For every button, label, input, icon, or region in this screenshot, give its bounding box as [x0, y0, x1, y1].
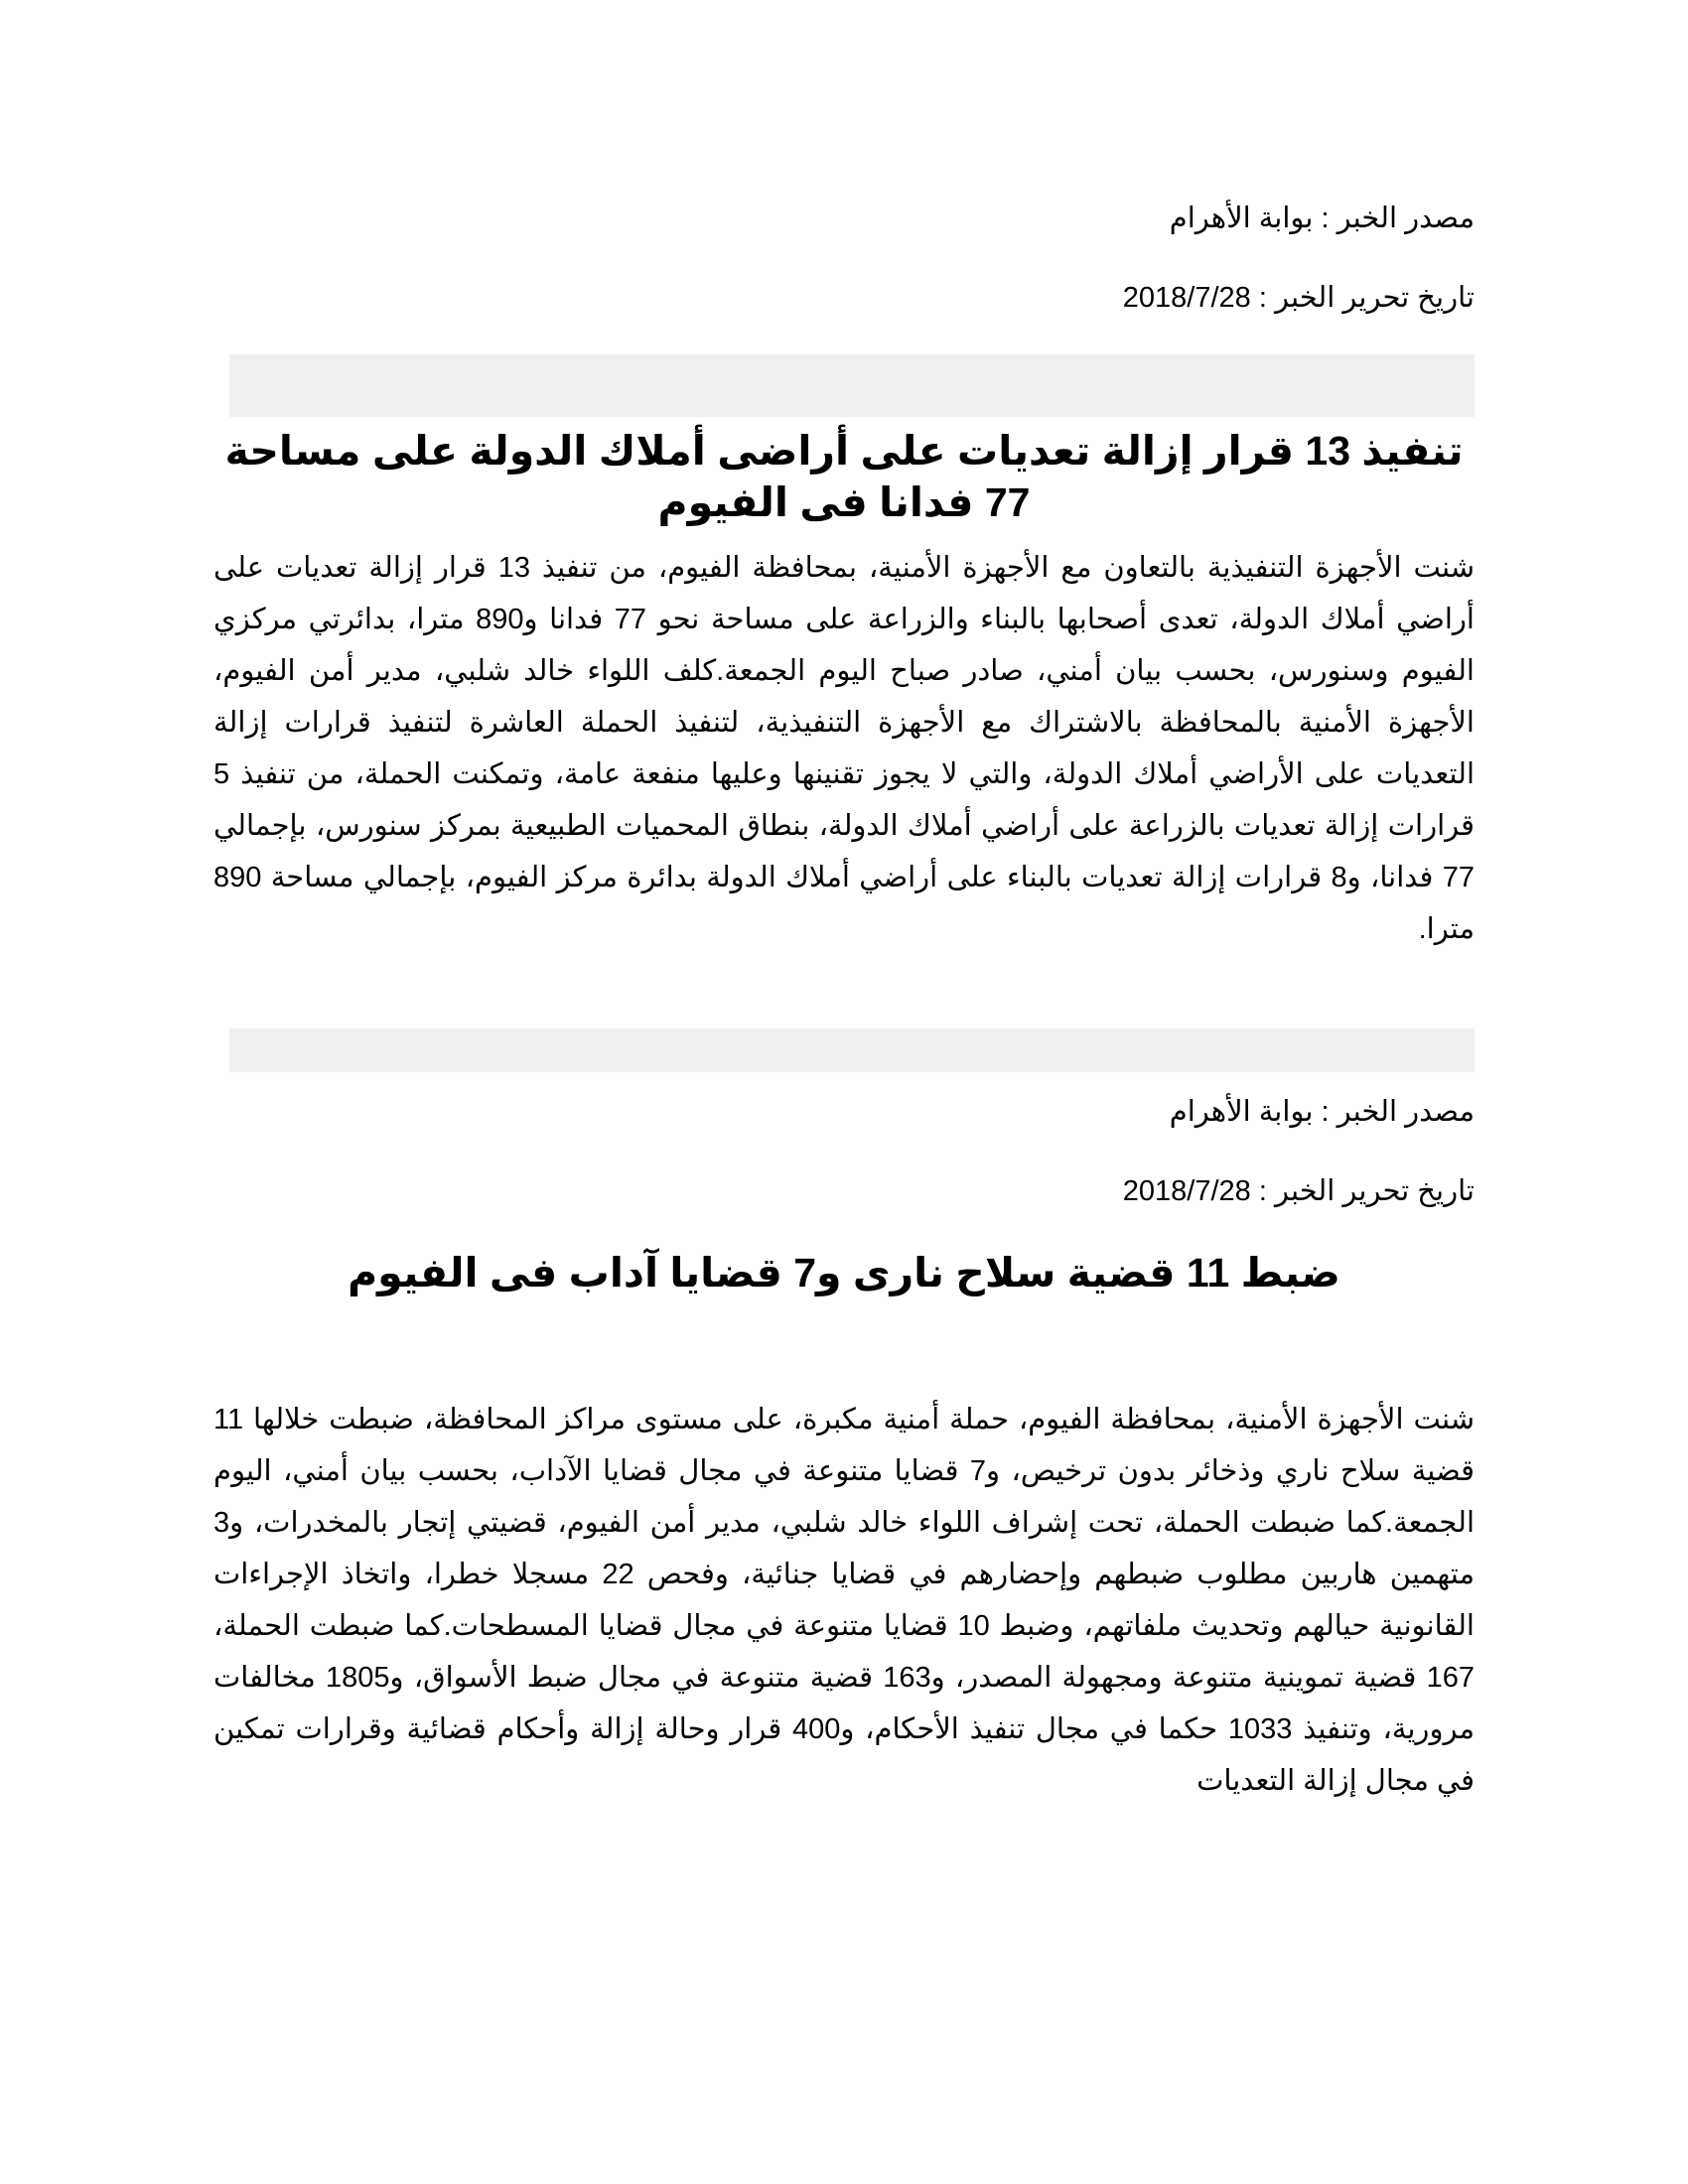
gray-separator-top-1 — [229, 354, 1475, 417]
news-date-2: تاريخ تحرير الخبر : 2018/7/28 — [1122, 1175, 1475, 1207]
gray-separator-bottom-1 — [229, 1028, 1475, 1072]
article-body-2: شنت الأجهزة الأمنية، بمحافظة الفيوم، حملة أمنية مكبرة، على مستوى مراكز المحافظة، ضبطت خلالها 11 قضية سلاح ناري وذخائر بدون ترخيص، و7 قضايا متنوعة في مجال قضايا الآداب، بحسب بيان أمني، اليوم الجمعة.كما ضبطت الحملة، تحت إشراف اللواء خالد شلبي، مدير أمن الفيوم، قضيتي إتجار بالمخدرات، و3 متهمين هاربين مطلوب ضبطهم وإحضارهم في قضايا جنائية، وفحص 22 مسجلا خطرا، واتخاذ الإجراءات القانونية حيالهم وتحديث ملفاتهم، وضبط 10 قضايا متنوعة في مجال قضايا المسطحات.كما ضبطت الحملة، 167 قضية تموينية متنوعة ومجهولة المصدر، و163 قضية متنوعة في مجال ضبط الأسواق، و1805 مخالفات مرورية، وتنفيذ 1033 حكما في مجال تنفيذ الأحكام، و400 قرار وحالة إزالة وأحكام قضائية وقرارات تمكين في مجال إزالة التعديات — [213, 1404, 1476, 1797]
news-source-1: مصدر الخبر : بوابة الأهرام — [1169, 203, 1475, 234]
headline-2: ضبط 11 قضية سلاح نارى و7 قضايا آداب فى الفيوم — [348, 1250, 1340, 1296]
news-date-1: تاريخ تحرير الخبر : 2018/7/28 — [1122, 282, 1475, 314]
news-source-2: مصدر الخبر : بوابة الأهرام — [1169, 1096, 1475, 1128]
headline-1: تنفيذ 13 قرار إزالة تعديات على أراضى أملاك الدولة على مساحة 77 فدانا فى الفيوم — [224, 428, 1464, 525]
article-body-1: شنت الأجهزة التنفيذية بالتعاون مع الأجهزة الأمنية، بمحافظة الفيوم، من تنفيذ 13 قرار إزالة تعديات على أراضي أملاك الدولة، تعدى أصحابها بالبناء والزراعة على مساحة نحو 77 فدانا و890 مترا، بدائرتي مركزي الفيوم وسنورس، بحسب بيان أمني، صادر صباح اليوم الجمعة.كلف اللواء خالد شلبي، مدير أمن الفيوم، الأجهزة الأمنية بالمحافظة بالاشتراك مع الأجهزة التنفيذية، لتنفيذ الحملة العاشرة لتنفيذ قرارات إزالة التعديات على الأراضي أملاك الدولة، والتي لا يجوز تقنينها وعليها منفعة عامة، وتمكنت الحملة، من تنفيذ 5 قرارات إزالة تعديات بالزراعة على أراضي أملاك الدولة، بنطاق المحميات الطبيعية بمركز سنورس، بإجمالي 77 فدانا، و8 قرارات إزالة تعديات بالبناء على أراضي أملاك الدولة بدائرة مركز الفيوم، بإجمالي مساحة 890 مترا. — [213, 552, 1476, 945]
